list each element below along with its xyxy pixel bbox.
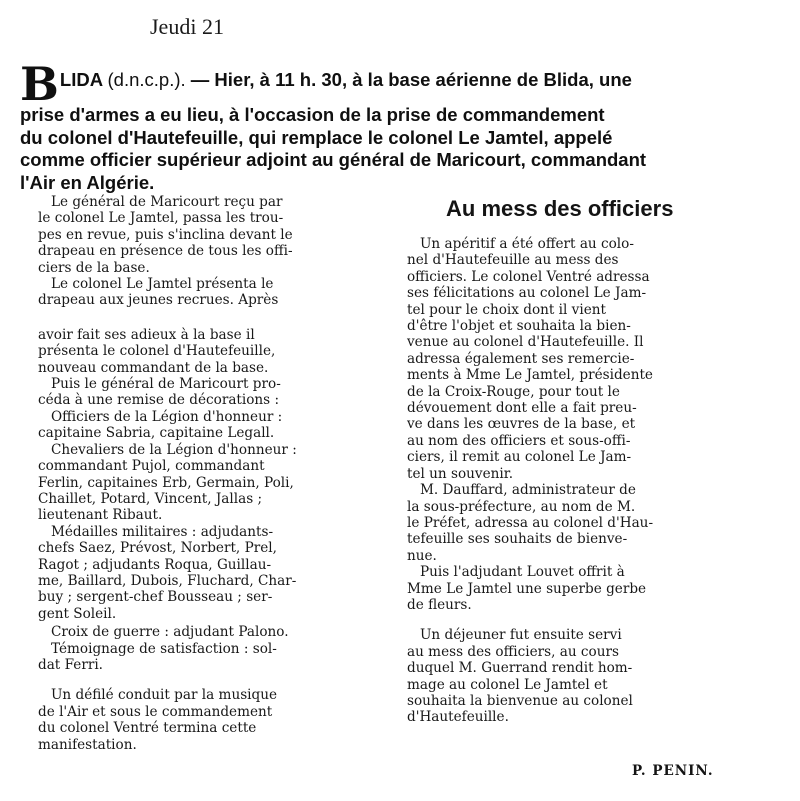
drop-cap: B: [20, 57, 59, 111]
text-line: mage au colonel Le Jamtel et: [407, 676, 608, 693]
text-line: Le colonel Le Jamtel présenta le: [38, 276, 274, 293]
text-line: tel pour le choix dont il vient: [407, 301, 606, 318]
text-line: ve dans les œuvres de la base, et: [407, 416, 636, 433]
text-line: pes en revue, puis s'inclina devant le: [38, 226, 293, 243]
text-line: buy ; sergent-chef Bousseau ; ser-: [38, 589, 273, 606]
text-line: de la Croix-Rouge, pour tout le: [407, 383, 620, 400]
text-line: Un déjeuner fut ensuite servi: [407, 627, 622, 644]
text-line: Un défilé conduit par la musique: [38, 687, 278, 704]
text-line: avoir fait ses adieux à la base il: [38, 326, 255, 343]
text-line: Ferlin, capitaines Erb, Germain, Poli,: [38, 474, 294, 491]
text-line: Témoignage de satisfaction : sol-: [38, 640, 277, 657]
text-line: présenta le colonel d'Hautefeuille,: [38, 343, 276, 360]
text-line: dat Ferri.: [38, 656, 103, 673]
right-column: [407, 236, 781, 726]
text-line: ses félicitations au colonel Le Jam-: [407, 285, 647, 302]
text-line: tefeuille ses souhaits de bienve-: [407, 531, 628, 548]
article-paragraph: [38, 442, 388, 524]
text-line: nouveau commandant de la base.: [38, 359, 269, 376]
text-line: manifestation.: [38, 736, 137, 753]
text-line: du colonel Ventré termina cette: [38, 720, 257, 737]
text-line: ciers, il remit au colonel Le Jam-: [407, 449, 632, 466]
text-line: ments à Mme Le Jamtel, présidente: [407, 367, 653, 384]
article-paragraph: [407, 627, 781, 725]
article-paragraph: [38, 641, 388, 674]
article-paragraph: [38, 327, 388, 376]
text-line: de l'Air et sous le commandement: [38, 703, 273, 720]
text-line: le colonel Le Jamtel, passa les trou-: [38, 210, 284, 227]
lead-text: — Hier, à 11 h. 30, à la base aérienne de Blida, une: [190, 69, 632, 90]
article-paragraph: [38, 687, 388, 753]
article-paragraph: [38, 409, 388, 442]
text-line: drapeau aux jeunes recrues. Après: [38, 292, 279, 309]
article-paragraph: [38, 276, 388, 309]
text-line: nue.: [407, 547, 437, 564]
text-line: d'être l'objet et souhaita la bien-: [407, 318, 631, 335]
text-line: adressa également ses remercie-: [407, 350, 635, 367]
text-line: la sous-préfecture, au nom de M.: [407, 498, 636, 515]
text-line: duquel M. Guerrand rendit hom-: [407, 660, 633, 677]
article-paragraph: [38, 524, 388, 622]
lead-line: [20, 57, 782, 111]
text-line: me, Baillard, Dubois, Fluchard, Char-: [38, 572, 297, 589]
text-line: chefs Saez, Prévost, Norbert, Prel,: [38, 540, 277, 557]
text-line: lieutenant Ribaut.: [38, 507, 163, 524]
text-line: Un apéritif a été offert au colo-: [407, 236, 634, 252]
text-line: Puis le général de Maricourt pro-: [38, 376, 281, 393]
text-line: d'Hautefeuille.: [407, 709, 509, 726]
news-agency: (d.n.c.p.).: [107, 69, 186, 90]
text-line: Ragot ; adjudants Roqua, Guillau-: [38, 556, 272, 573]
author-signature: P. PENIN.: [632, 763, 714, 779]
text-line: dévouement dont elle a fait preu-: [407, 400, 637, 417]
issue-date: Jeudi 21: [150, 14, 224, 39]
text-line: venue au colonel d'Hautefeuille. Il: [407, 334, 644, 351]
text-line: tel un souvenir.: [407, 465, 514, 482]
section-headline: Au mess des officiers: [446, 196, 674, 221]
text-line: souhaita la bienvenue au colonel: [407, 692, 633, 709]
text-line: céda à une remise de décorations :: [38, 392, 280, 409]
left-column: [38, 194, 388, 753]
lead-line: l'Air en Algérie.: [20, 171, 155, 193]
lead-paragraph: [20, 57, 782, 194]
text-line: Le général de Maricourt reçu par: [38, 194, 283, 210]
text-line: nel d'Hautefeuille au mess des: [407, 252, 619, 269]
text-line: Croix de guerre : adjudant Palono.: [38, 624, 289, 641]
text-line: Chaillet, Potard, Vincent, Jallas ;: [38, 490, 263, 507]
lead-line: prise d'armes a eu lieu, à l'occasion de la prise de commandement: [20, 104, 605, 125]
text-line: capitaine Sabria, capitaine Legall.: [38, 425, 275, 442]
article-paragraph: [38, 194, 388, 276]
article-paragraph: [407, 236, 781, 482]
text-line: au mess des officiers, au cours: [407, 643, 619, 660]
text-line: Puis l'adjudant Louvet offrit à: [407, 564, 625, 581]
article-paragraph: [407, 564, 781, 613]
text-line: Médailles militaires : adjudants-: [38, 523, 274, 540]
article-paragraph: [38, 624, 388, 640]
text-line: Chevaliers de la Légion d'honneur :: [38, 441, 297, 458]
article-paragraph: [407, 482, 781, 564]
text-line: officiers. Le colonel Ventré adressa: [407, 268, 650, 285]
article-paragraph: [38, 376, 388, 409]
lead-line: du colonel d'Hautefeuille, qui remplace le colonel Le Jamtel, appelé: [20, 126, 613, 148]
dateline-city: LIDA: [59, 69, 103, 90]
text-line: drapeau en présence de tous les offi-: [38, 243, 293, 260]
text-line: au nom des officiers et sous-offi-: [407, 432, 631, 449]
text-line: ciers de la base.: [38, 259, 150, 276]
lead-line: comme officier supérieur adjoint au général de Maricourt, commandant: [20, 149, 647, 170]
text-line: Officiers de la Légion d'honneur :: [38, 408, 283, 425]
text-line: M. Dauffard, administrateur de: [407, 482, 636, 499]
text-line: de fleurs.: [407, 596, 472, 613]
text-line: commandant Pujol, commandant: [38, 458, 265, 475]
text-line: gent Soleil.: [38, 605, 117, 622]
text-line: Mme Le Jamtel une superbe gerbe: [407, 580, 647, 597]
text-line: le Préfet, adressa au colonel d'Hau-: [407, 514, 654, 531]
